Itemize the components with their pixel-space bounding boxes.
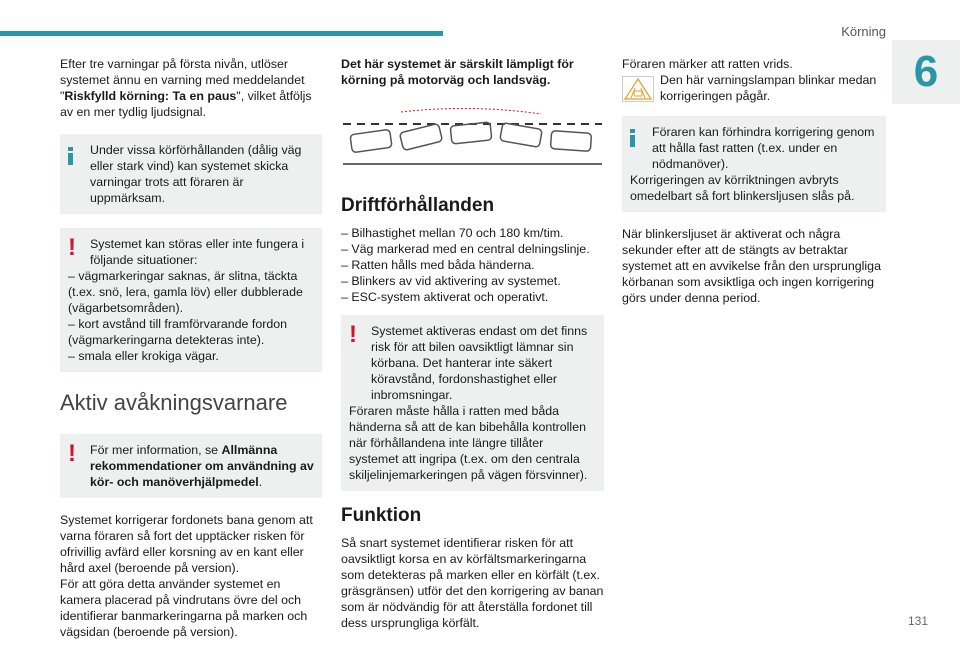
list-item: – Blinkers av vid aktivering av systemet. bbox=[341, 274, 561, 288]
column-2 bbox=[341, 56, 604, 645]
warning-exclamation-icon: ! bbox=[68, 234, 76, 261]
text: ", vilket åtföljs av en mer tydlig ljudsignal. bbox=[60, 89, 312, 119]
chapter-number: 6 bbox=[892, 40, 960, 104]
section-heading: Aktiv avåkningsvarnare bbox=[60, 390, 288, 415]
list-item: – Bilhastighet mellan 70 och 180 km/tim. bbox=[341, 226, 564, 240]
paragraph: Så snart systemet identifierar risken för att oavsiktligt korsa en av körfältsmarkeringarna som detekteras på marken eller en körfält (t.ex. gräsgränsen) utför det den korrigering av banan som är nödvändig för att återställa fordonet till dess ursprungliga körfält. bbox=[341, 536, 604, 630]
text: . bbox=[258, 475, 263, 489]
list-item: – Ratten hålls med båda händerna. bbox=[341, 258, 535, 272]
warning-text bbox=[68, 442, 314, 490]
lamp-description: Den här varningslampan blinkar medan korrigeringen pågår. bbox=[660, 73, 877, 103]
intro-paragraph bbox=[60, 56, 322, 120]
section-heading: Funktion bbox=[341, 505, 422, 526]
conditions-list bbox=[341, 225, 604, 305]
warning-exclamation-icon: ! bbox=[68, 440, 76, 467]
info-text: Föraren kan förhindra korrigering genom att hålla fast ratten (t.ex. under en nödmanöver). bbox=[652, 125, 875, 171]
lane-departure-warning-lamp-icon bbox=[622, 76, 654, 102]
section-heading: Driftförhållanden bbox=[341, 195, 495, 216]
warning-box bbox=[60, 228, 322, 372]
text: För mer information, se bbox=[90, 443, 222, 457]
paragraph bbox=[60, 512, 322, 640]
bold-intro bbox=[341, 56, 604, 88]
paragraph: Föraren märker att ratten vrids. bbox=[622, 57, 793, 71]
text: Systemet korrigerar fordonets bana genom att varna föraren så fort det upptäcker risken för ofrivillig avfärd eller korsning av en kant eller hård axel (beroende på version). bbox=[60, 513, 313, 575]
column-3 bbox=[622, 56, 886, 320]
warning-lamp-row bbox=[622, 72, 886, 104]
text: För att göra detta använder systemet en kamera placerad på vindrutans övre del och identifierar banmarkeringarna på marken och vägsidan (beroende på version). bbox=[60, 577, 308, 639]
list-item: – smala eller krokiga vägar. bbox=[68, 349, 219, 363]
message-text: Riskfylld körning: Ta en paus bbox=[64, 89, 237, 103]
list-item: – vägmarkeringar saknas, är slitna, täckta (t.ex. snö, lera, gamla löv) eller dubblerade (vägarbetsområden). bbox=[68, 269, 303, 315]
text: Det här systemet är särskilt lämpligt för körning på motorväg och landsväg. bbox=[341, 57, 574, 87]
page-number: 131 bbox=[907, 614, 928, 628]
info-box bbox=[60, 134, 322, 214]
warning-exclamation-icon: ! bbox=[349, 321, 357, 348]
column-1 bbox=[60, 56, 322, 640]
warning-box bbox=[341, 315, 604, 491]
list-item: – Väg markerad med en central delningslinje. bbox=[341, 242, 590, 256]
info-text: Korrigeringen av körriktningen avbryts omedelbart så fort blinkersljusen slås på. bbox=[630, 173, 855, 203]
list-item: – ESC-system aktiverat och operativt. bbox=[341, 290, 549, 304]
header-accent-bar bbox=[0, 31, 443, 36]
list-item: – kort avstånd till framförvarande fordon (vägmarkeringarna detekteras inte). bbox=[68, 317, 288, 347]
warning-text: Systemet aktiveras endast om det finns risk för att bilen oavsiktligt lämnar sin körbana. Det hanterar inte säkert köravstånd, fordonshastighet eller inbromsningar. bbox=[371, 324, 588, 402]
reference-text: Allmänna rekommendationer om användning av kör- och manöverhjälpmedel bbox=[90, 443, 314, 489]
section-title: Körning bbox=[841, 24, 886, 39]
paragraph: När blinkersljuset är aktiverat och några sekunder efter att de stängts av betraktar systemet att en avvikelse från den ursprungliga körbanan som avsiktliga och ingen korrigering görs under denna period. bbox=[622, 227, 881, 305]
lane-correction-illustration bbox=[341, 106, 604, 166]
info-text: Under vissa körförhållanden (dålig väg eller stark vind) kan systemet skicka varningar trots att föraren är uppmärksam. bbox=[90, 143, 302, 205]
warning-text: Systemet kan störas eller inte fungera i följande situationer: bbox=[90, 237, 305, 267]
text: Efter tre varningar på första nivån, utlöser systemet ännu en varning med meddelandet " bbox=[60, 57, 305, 103]
warning-text: Föraren måste hålla i ratten med båda händerna så att de kan bibehålla kontrollen när förhållandena inte längre tillåter systemet att ingripa (t.ex. om den centrala skiljelinjemarkeringen på vägen försvinner). bbox=[349, 404, 588, 482]
warning-box bbox=[60, 434, 322, 498]
info-box bbox=[622, 116, 886, 212]
